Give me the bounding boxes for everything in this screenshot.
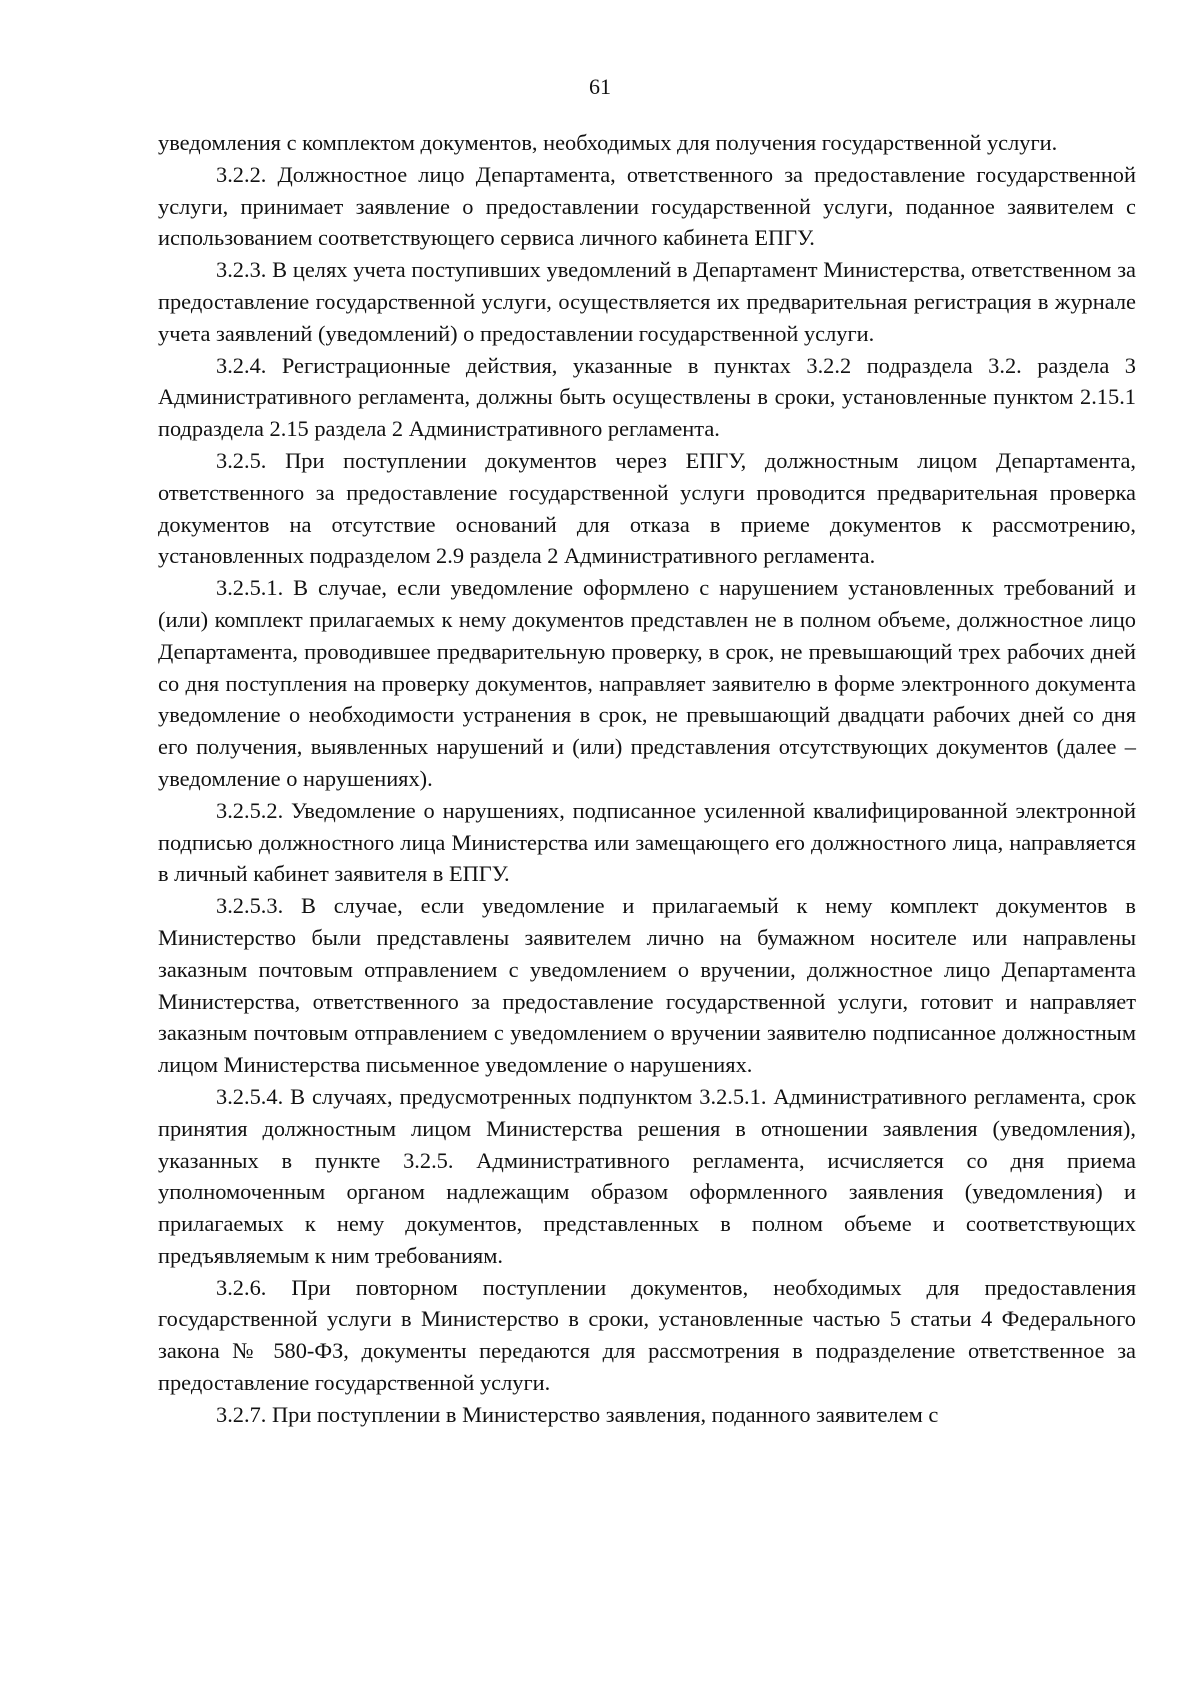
paragraph-3-2-3: 3.2.3. В целях учета поступивших уведомлений в Департамент Министерства, ответственном за предоставление государственной услуги, осуществляется их предварительная регистрация в журнале учета заявлений (уведомлений) о предоставлении государственной услуги.: [158, 257, 1136, 346]
paragraph-continuation: уведомления с комплектом документов, необходимых для получения государственной услуги.: [158, 130, 1058, 155]
paragraph-3-2-5-4: 3.2.5.4. В случаях, предусмотренных подпунктом 3.2.5.1. Административного регламента, срок принятия должностным лицом Министерства решения в отношении заявления (уведомления), указанных в пункте 3.2.5. Административного регламента, исчисляется со дня приема уполномоченным органом надлежащим образом оформленного заявления (уведомления) и прилагаемых к нему документов, представленных в полном объеме и соответствующих предъявляемым к ним требованиям.: [158, 1083, 1136, 1268]
paragraph-3-2-5: 3.2.5. При поступлении документов через ЕПГУ, должностным лицом Департамента, ответственного за предоставление государственной услуги проводится предварительная проверка документов на отсутствие оснований для отказа в приеме документов к рассмотрению, установленных подразделом 2.9 раздела 2 Административного регламента.: [158, 447, 1136, 569]
paragraph-3-2-6: 3.2.6. При повторном поступлении документов, необходимых для предоставления государственной услуги в Министерство в сроки, установленные частью 5 статьи 4 Федерального закона № 580-ФЗ, документы передаются для рассмотрения в подразделение ответственное за предоставление государственной услуги.: [158, 1274, 1136, 1396]
paragraph-3-2-2: 3.2.2. Должностное лицо Департамента, ответственного за предоставление государственной услуги, принимает заявление о предоставлении государственной услуги, поданное заявителем с использованием соответствующего сервиса личного кабинета ЕПГУ.: [158, 161, 1136, 251]
paragraph-3-2-5-3: 3.2.5.3. В случае, если уведомление и прилагаемый к нему комплект документов в Министерство были представлены заявителем лично на бумажном носителе или направлены заказным почтовым отправлением с уведомлением о вручении, должностное лицо Департамента Министерства, ответственного за предоставление государственной услуги, готовит и направляет заказным почтовым отправлением с уведомлением о вручении заявителю подписанное должностным лицом Министерства письменное уведомление о нарушениях.: [158, 893, 1136, 1078]
page-number: 61: [589, 74, 611, 99]
paragraph-3-2-5-1: 3.2.5.1. В случае, если уведомление оформлено с нарушением установленных требований и (или) комплект прилагаемых к нему документов представлен не в полном объеме, должностное лицо Департамента, проводившее предварительную проверку, в срок, не превышающий трех рабочих дней со дня поступления на проверку документов, направляет заявителю в форме электронного документа уведомление о необходимости устранения в срок, не превышающий двадцати рабочих дней со дня его получения, выявленных нарушений и (или) представления отсутствующих документов (далее – уведомление о нарушениях).: [158, 575, 1136, 791]
paragraph-3-2-4: 3.2.4. Регистрационные действия, указанные в пунктах 3.2.2 подраздела 3.2. раздела 3 Административного регламента, должны быть осуществлены в сроки, установленные пунктом 2.15.1 подраздела 2.15 раздела 2 Административного регламента.: [158, 352, 1136, 442]
paragraph-3-2-7: 3.2.7. При поступлении в Министерство заявления, поданного заявителем с: [216, 1401, 939, 1427]
document-body: [158, 127, 1136, 1431]
paragraph-3-2-5-2: 3.2.5.2. Уведомление о нарушениях, подписанное усиленной квалифицированной электронной подписью должностного лица Министерства или замещающего его должностного лица, направляется в личный кабинет заявителя в ЕПГУ.: [158, 797, 1136, 887]
